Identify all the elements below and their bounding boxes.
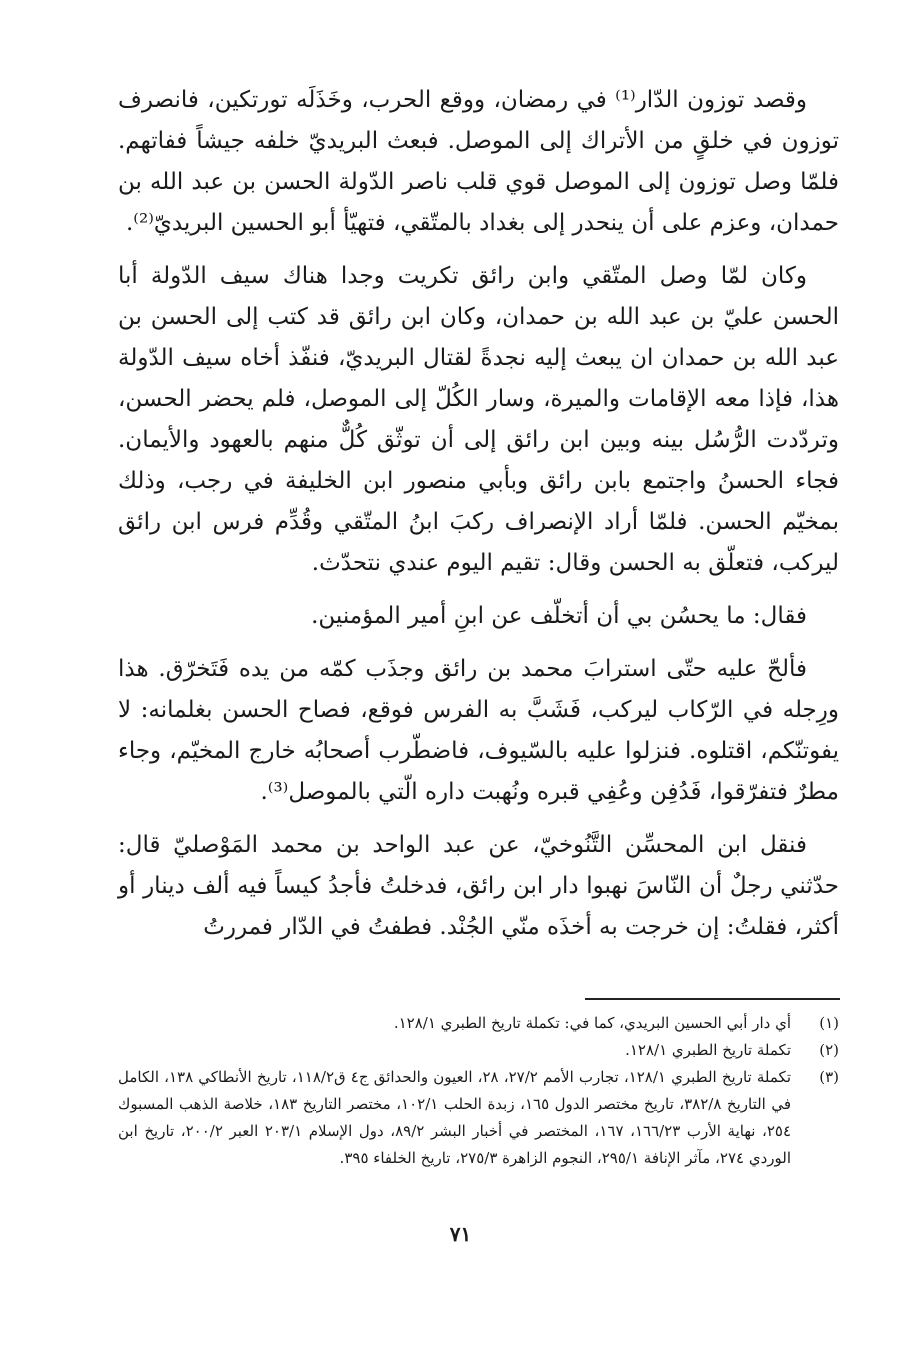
footnote-2 — [118, 1037, 839, 1064]
paragraph-1: وقصد توزون الدّار⁽¹⁾ في رمضان، ووقع الحرب، وخَذَلَه تورتكين، فانصرف توزون في خلقٍ من الأتراك إلى الموصل. فبعث البريديّ خلفه جيشاً ففاتهم. فلمّا وصل توزون إلى الموصل قوي قلب ناصر الدّولة الحسن بن عبد الله بن حمدان، وعزم على أن ينحدر إلى بغداد بالمتّقي، فتهيّأ أبو الحسين البريديّ⁽²⁾. — [118, 87, 839, 236]
footnote-number: (٣) — [819, 1068, 839, 1086]
footnote-text: تكملة تاريخ الطبري ١٢٨/١، تجارب الأمم ٢٧/٢، ٢٨، العيون والحدائق ج٤ ق١١٨/٢، تاريخ الأنطاكي ١٣٨، الكامل في التاريخ ٣٨٢/٨، تاريخ مختصر الدول ١٦٥، زبدة الحلب ١٠٢/١، مختصر التاريخ ١٨٣، خلاصة الذهب المسبوك ٢٥٤، نهاية الأرب ١٦٦/٢٣، ١٦٧، المختصر في أخبار البشر ٨٩/٢، دول الإسلام ٢٠٣/١ العبر ٢٠٠/٢، تاريخ ابن الوردي ٢٧٤، مآثر الإنافة ٢٩٥/١، النجوم الزاهرة ٢٧٥/٣، تاريخ الخلفاء ٣٩٥. — [118, 1068, 792, 1167]
footnote-text: أي دار أبي الحسين البريدي، كما في: تكملة تاريخ الطبري ١٢٨/١. — [393, 1014, 791, 1032]
footnote-number: (٢) — [819, 1041, 839, 1059]
footnotes — [118, 1010, 839, 1172]
main-text — [118, 80, 839, 960]
paragraph-4: فألحّ عليه حتّى استرابَ محمد بن رائق وجذَب كمّه من يده فَتَخرّق. هذا ورِجله في الرّكاب ليركب، فَشَبَّ به الفرس فوقع، فصاح الحسن بغلمانه: لا يفوتنّكم، اقتلوه. فنزلوا عليه بالسّيوف، فاضطّرب أصحابُه خارج المخيّم، وجاء مطرٌ فتفرّقوا، فَدُفِن وعُفِي قبره ونُهبت داره الّتي بالموصل⁽³⁾. — [118, 656, 839, 805]
paragraph-2: وكان لمّا وصل المتّقي وابن رائق تكريت وجدا هناك سيف الدّولة أبا الحسن عليّ بن عبد الله بن حمدان، وكان ابن رائق قد كتب إلى الحسن بن عبد الله بن حمدان ان يبعث إليه نجدةً لقتال البريديّ، فنفّذ أخاه سيف الدّولة هذا، فإذا معه الإقامات والميرة، وسار الكُلّ إلى الموصل، فلم يحضر الحسن، وتردّدت الرُّسُل بينه وبين ابن رائق إلى أن توثّق كُلٌّ منهم بالعهود والأيمان. فجاء الحسنُ واجتمع بابن رائق وبأبي منصور ابن الخليفة في رجب، وذلك بمخيّم الحسن. فلمّا أراد الإنصراف ركبَ ابنُ المتّقي وقُدِّم فرس ابن رائق ليركب، فتعلّق به الحسن وقال: تقيم اليوم عندي نتحدّث. — [118, 263, 839, 576]
footnote-number: (١) — [819, 1014, 839, 1032]
paragraph-3: فقال: ما يحسُن بي أن أتخلّف عن ابنِ أمير المؤمنين. — [311, 603, 807, 629]
footnote-separator — [585, 998, 840, 1000]
page-number: ٧١ — [449, 1222, 472, 1246]
footnote-1 — [118, 1010, 839, 1037]
paragraph-5: فنقل ابن المحسِّن التَّنُوخيّ، عن عبد الواحد بن محمد المَوْصليّ قال: حدّثني رجلٌ أن النّاسَ نهبوا دار ابن رائق، فدخلتُ فأجدُ كيساً فيه ألف دينار أو أكثر، فقلتُ: إن خرجت به أخذَه منّي الجُنْد. فطفتُ في الدّار فمررتُ — [118, 832, 839, 940]
footnote-3 — [118, 1064, 839, 1172]
footnote-text: تكملة تاريخ الطبري ١٢٨/١. — [625, 1041, 791, 1059]
